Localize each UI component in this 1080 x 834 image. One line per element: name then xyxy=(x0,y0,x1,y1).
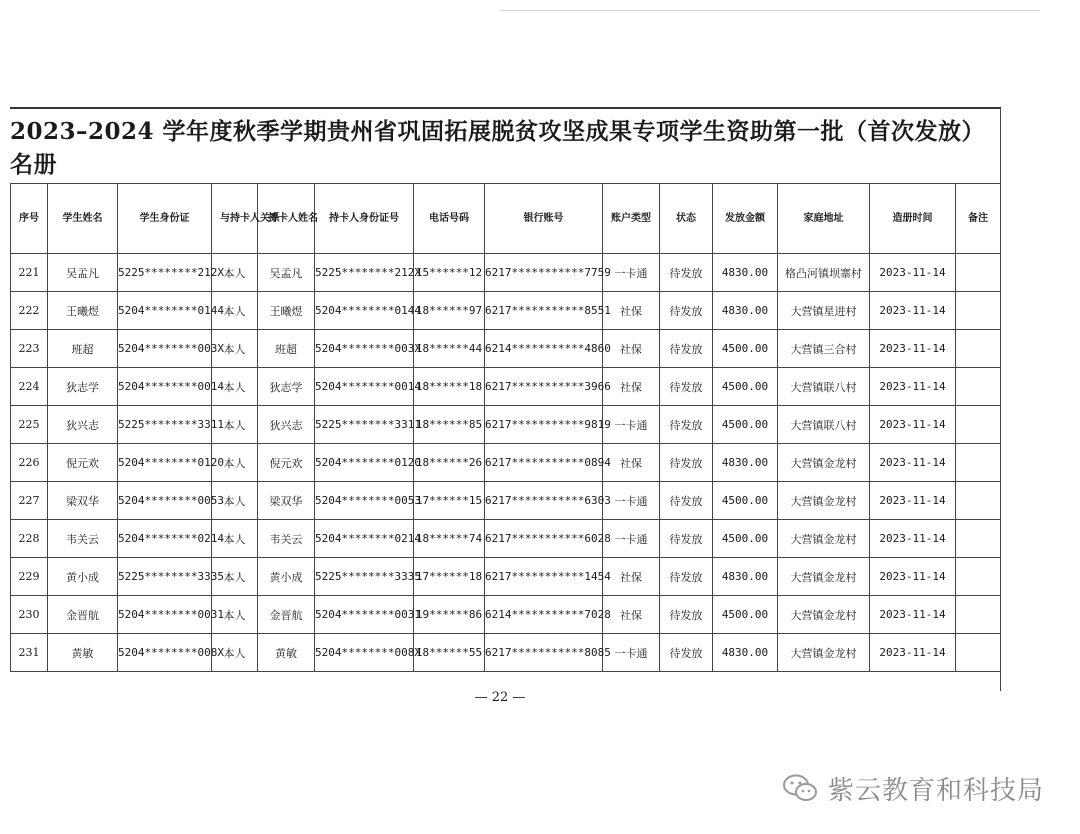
cell-phone: 18******97 xyxy=(414,292,485,330)
cell-amount: 4500.00 xyxy=(713,596,778,634)
cell-relation: 本人 xyxy=(212,368,258,406)
cell-bank-account: 6217***********6028 xyxy=(485,520,603,558)
cell-holder-name: 韦关云 xyxy=(258,520,315,558)
cell-amount: 4830.00 xyxy=(713,558,778,596)
cell-student-id: 5204********0120 xyxy=(118,444,212,482)
table-row xyxy=(11,634,1001,672)
cell-holder-name: 吴孟凡 xyxy=(258,254,315,292)
cell-status: 待发放 xyxy=(660,444,713,482)
cell-remarks xyxy=(956,558,1001,596)
cell-remarks xyxy=(956,406,1001,444)
cell-student-id: 5225********3311 xyxy=(118,406,212,444)
cell-bank-account: 6214***********4860 xyxy=(485,330,603,368)
cell-remarks xyxy=(956,368,1001,406)
cell-relation: 本人 xyxy=(212,558,258,596)
cell-index: 229 xyxy=(11,558,48,596)
cell-remarks xyxy=(956,482,1001,520)
cell-amount: 4830.00 xyxy=(713,634,778,672)
cell-holder-name: 倪元欢 xyxy=(258,444,315,482)
cell-bank-account: 6217***********1454 xyxy=(485,558,603,596)
cell-student-name: 王曦煜 xyxy=(48,292,118,330)
col-header-address: 家庭地址 xyxy=(778,184,870,254)
cell-holder-id: 5225********212X xyxy=(315,254,414,292)
cell-relation: 本人 xyxy=(212,330,258,368)
cell-bank-account: 6217***********9819 xyxy=(485,406,603,444)
cell-address: 大营镇星进村 xyxy=(778,292,870,330)
cell-date: 2023-11-14 xyxy=(870,368,956,406)
cell-holder-id: 5225********3335 xyxy=(315,558,414,596)
cell-date: 2023-11-14 xyxy=(870,444,956,482)
cell-status: 待发放 xyxy=(660,292,713,330)
cell-holder-id: 5204********0144 xyxy=(315,292,414,330)
cell-date: 2023-11-14 xyxy=(870,406,956,444)
col-header-index: 序号 xyxy=(11,184,48,254)
cell-index: 227 xyxy=(11,482,48,520)
cell-holder-id: 5204********0120 xyxy=(315,444,414,482)
cell-holder-id: 5204********0031 xyxy=(315,596,414,634)
cell-student-name: 狄兴志 xyxy=(48,406,118,444)
cell-status: 待发放 xyxy=(660,596,713,634)
cell-address: 格凸河镇坝寨村 xyxy=(778,254,870,292)
table-row xyxy=(11,406,1001,444)
cell-holder-id: 5225********3311 xyxy=(315,406,414,444)
cell-student-name: 梁双华 xyxy=(48,482,118,520)
cell-bank-account: 6214***********7028 xyxy=(485,596,603,634)
cell-index: 228 xyxy=(11,520,48,558)
cell-remarks xyxy=(956,292,1001,330)
col-header-relation: 与持卡人关系 xyxy=(212,184,258,254)
cell-address: 大营镇联八村 xyxy=(778,406,870,444)
cell-student-id: 5204********0214 xyxy=(118,520,212,558)
cell-relation: 本人 xyxy=(212,596,258,634)
cell-student-id: 5204********0014 xyxy=(118,368,212,406)
cell-account-type: 一卡通 xyxy=(603,482,660,520)
cell-student-name: 黄敏 xyxy=(48,634,118,672)
col-header-date: 造册时间 xyxy=(870,184,956,254)
cell-date: 2023-11-14 xyxy=(870,634,956,672)
cell-amount: 4830.00 xyxy=(713,444,778,482)
cell-student-name: 韦关云 xyxy=(48,520,118,558)
cell-bank-account: 6217***********8085 xyxy=(485,634,603,672)
cell-bank-account: 6217***********0894 xyxy=(485,444,603,482)
cell-relation: 本人 xyxy=(212,254,258,292)
watermark-text: 紫云教育和科技局 xyxy=(828,775,1045,806)
cell-phone: 19******86 xyxy=(414,596,485,634)
cell-account-type: 社保 xyxy=(603,444,660,482)
cell-holder-name: 黄小成 xyxy=(258,558,315,596)
cell-holder-id: 5204********003X xyxy=(315,330,414,368)
cell-date: 2023-11-14 xyxy=(870,254,956,292)
cell-amount: 4500.00 xyxy=(713,520,778,558)
cell-address: 大营镇金龙村 xyxy=(778,482,870,520)
cell-student-name: 吴孟凡 xyxy=(48,254,118,292)
cell-address: 大营镇三合村 xyxy=(778,330,870,368)
col-header-remarks: 备注 xyxy=(956,184,1001,254)
table-row xyxy=(11,330,1001,368)
cell-date: 2023-11-14 xyxy=(870,330,956,368)
cell-amount: 4500.00 xyxy=(713,330,778,368)
cell-account-type: 一卡通 xyxy=(603,520,660,558)
cell-amount: 4500.00 xyxy=(713,482,778,520)
cell-phone: 17******18 xyxy=(414,558,485,596)
cell-index: 224 xyxy=(11,368,48,406)
table-row xyxy=(11,444,1001,482)
cell-phone: 18******26 xyxy=(414,444,485,482)
col-header-bank-account: 银行账号 xyxy=(485,184,603,254)
cell-account-type: 社保 xyxy=(603,596,660,634)
cell-account-type: 一卡通 xyxy=(603,254,660,292)
cell-relation: 本人 xyxy=(212,634,258,672)
cell-phone: 18******55 xyxy=(414,634,485,672)
cell-index: 222 xyxy=(11,292,48,330)
cell-amount: 4500.00 xyxy=(713,368,778,406)
cell-relation: 本人 xyxy=(212,482,258,520)
col-header-status: 状态 xyxy=(660,184,713,254)
cell-status: 待发放 xyxy=(660,558,713,596)
table-row xyxy=(11,482,1001,520)
wechat-icon xyxy=(782,773,818,803)
table-row xyxy=(11,596,1001,634)
table-row xyxy=(11,254,1001,292)
cell-date: 2023-11-14 xyxy=(870,520,956,558)
cell-student-name: 黄小成 xyxy=(48,558,118,596)
cell-status: 待发放 xyxy=(660,330,713,368)
cell-holder-id: 5204********0014 xyxy=(315,368,414,406)
cell-account-type: 社保 xyxy=(603,368,660,406)
cell-holder-id: 5204********0214 xyxy=(315,520,414,558)
cell-date: 2023-11-14 xyxy=(870,482,956,520)
cell-student-name: 倪元欢 xyxy=(48,444,118,482)
cell-status: 待发放 xyxy=(660,520,713,558)
cell-relation: 本人 xyxy=(212,406,258,444)
scan-edge-line xyxy=(500,10,1040,11)
cell-student-id: 5204********003X xyxy=(118,330,212,368)
cell-holder-name: 金晋航 xyxy=(258,596,315,634)
cell-holder-name: 狄志学 xyxy=(258,368,315,406)
cell-bank-account: 6217***********6303 xyxy=(485,482,603,520)
cell-address: 大营镇金龙村 xyxy=(778,558,870,596)
cell-remarks xyxy=(956,254,1001,292)
cell-phone: 18******74 xyxy=(414,520,485,558)
page-title: 2023–2024 学年度秋季学期贵州省巩固拓展脱贫攻坚成果专项学生资助第一批（首次发放）名册 xyxy=(10,118,986,178)
cell-student-id: 5225********3335 xyxy=(118,558,212,596)
cell-bank-account: 6217***********8551 xyxy=(485,292,603,330)
col-header-holder-id: 持卡人身份证号 xyxy=(315,184,414,254)
cell-account-type: 社保 xyxy=(603,292,660,330)
cell-holder-id: 5204********008X xyxy=(315,634,414,672)
cell-index: 230 xyxy=(11,596,48,634)
cell-holder-name: 黄敏 xyxy=(258,634,315,672)
cell-date: 2023-11-14 xyxy=(870,292,956,330)
cell-remarks xyxy=(956,444,1001,482)
cell-account-type: 一卡通 xyxy=(603,406,660,444)
cell-address: 大营镇联八村 xyxy=(778,368,870,406)
cell-student-id: 5225********212X xyxy=(118,254,212,292)
cell-phone: 18******85 xyxy=(414,406,485,444)
cell-phone: 18******18 xyxy=(414,368,485,406)
table-header-row xyxy=(11,184,1001,254)
cell-remarks xyxy=(956,634,1001,672)
cell-address: 大营镇金龙村 xyxy=(778,596,870,634)
cell-address: 大营镇金龙村 xyxy=(778,520,870,558)
cell-index: 221 xyxy=(11,254,48,292)
cell-student-name: 狄志学 xyxy=(48,368,118,406)
cell-index: 225 xyxy=(11,406,48,444)
student-roster-table xyxy=(10,183,1001,672)
table-row xyxy=(11,368,1001,406)
cell-status: 待发放 xyxy=(660,368,713,406)
cell-account-type: 社保 xyxy=(603,330,660,368)
cell-address: 大营镇金龙村 xyxy=(778,634,870,672)
cell-status: 待发放 xyxy=(660,254,713,292)
cell-date: 2023-11-14 xyxy=(870,558,956,596)
cell-status: 待发放 xyxy=(660,406,713,444)
cell-amount: 4500.00 xyxy=(713,406,778,444)
col-header-student-name: 学生姓名 xyxy=(48,184,118,254)
cell-date: 2023-11-14 xyxy=(870,596,956,634)
cell-student-name: 金晋航 xyxy=(48,596,118,634)
cell-bank-account: 6217***********7759 xyxy=(485,254,603,292)
cell-phone: 18******44 xyxy=(414,330,485,368)
cell-address: 大营镇金龙村 xyxy=(778,444,870,482)
cell-status: 待发放 xyxy=(660,634,713,672)
cell-remarks xyxy=(956,520,1001,558)
cell-relation: 本人 xyxy=(212,292,258,330)
table-row xyxy=(11,520,1001,558)
watermark xyxy=(782,768,1044,808)
cell-remarks xyxy=(956,330,1001,368)
cell-student-id: 5204********0053 xyxy=(118,482,212,520)
cell-holder-name: 梁双华 xyxy=(258,482,315,520)
cell-status: 待发放 xyxy=(660,482,713,520)
cell-index: 223 xyxy=(11,330,48,368)
cell-phone: 17******15 xyxy=(414,482,485,520)
page-number: — 22 — xyxy=(474,690,526,705)
cell-amount: 4830.00 xyxy=(713,254,778,292)
col-header-phone: 电话号码 xyxy=(414,184,485,254)
cell-remarks xyxy=(956,596,1001,634)
cell-relation: 本人 xyxy=(212,520,258,558)
cell-holder-name: 狄兴志 xyxy=(258,406,315,444)
cell-student-id: 5204********0031 xyxy=(118,596,212,634)
col-header-account-type: 账户类型 xyxy=(603,184,660,254)
document-sheet xyxy=(10,107,1001,691)
table-row xyxy=(11,292,1001,330)
cell-bank-account: 6217***********3966 xyxy=(485,368,603,406)
cell-relation: 本人 xyxy=(212,444,258,482)
col-header-student-id: 学生身份证 xyxy=(118,184,212,254)
cell-index: 231 xyxy=(11,634,48,672)
cell-account-type: 社保 xyxy=(603,558,660,596)
col-header-holder-name: 持卡人姓名 xyxy=(258,184,315,254)
cell-holder-id: 5204********0053 xyxy=(315,482,414,520)
cell-holder-name: 王曦煜 xyxy=(258,292,315,330)
cell-holder-name: 班超 xyxy=(258,330,315,368)
cell-student-id: 5204********0144 xyxy=(118,292,212,330)
cell-phone: 15******12 xyxy=(414,254,485,292)
table-row xyxy=(11,558,1001,596)
col-header-amount: 发放金额 xyxy=(713,184,778,254)
cell-index: 226 xyxy=(11,444,48,482)
cell-student-id: 5204********008X xyxy=(118,634,212,672)
cell-student-name: 班超 xyxy=(48,330,118,368)
cell-account-type: 一卡通 xyxy=(603,634,660,672)
cell-amount: 4830.00 xyxy=(713,292,778,330)
